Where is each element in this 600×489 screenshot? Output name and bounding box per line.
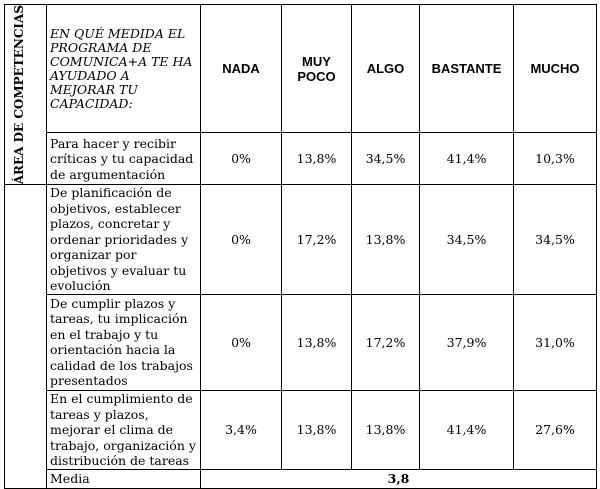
row-label: En el cumplimiento de tareas y plazos, mejorar el clima de trabajo, organización y distribución de tareas (47, 390, 201, 469)
question-header: EN QUÉ MEDIDA EL PROGRAMA DE COMUNICA+A TE HA AYUDADO A MEJORAR TU CAPACIDAD: (47, 5, 201, 133)
row-label: De planificación de objetivos, establecer plazos, concretar y ordenar prioridades y organizar por objetivos y evaluar tu evolución (47, 185, 201, 295)
table-row (5, 133, 597, 185)
survey-results-table (4, 4, 597, 489)
cell-value: 37,9% (420, 294, 514, 390)
cell-value: 13,8% (352, 185, 420, 295)
column-header-mucho: MUCHO (514, 5, 597, 133)
row-label: De cumplir plazos y tareas, tu implicación en el trabajo y tu orientación hacia la calidad de los trabajos presentados (47, 294, 201, 390)
cell-value: 13,8% (352, 390, 420, 469)
cell-value: 13,8% (282, 294, 352, 390)
media-value: 3,8 (201, 469, 597, 488)
cell-value: 34,5% (514, 185, 597, 295)
area-blank-cell (5, 185, 47, 489)
cell-value: 34,5% (352, 133, 420, 185)
header-row (5, 5, 597, 133)
cell-value: 3,4% (201, 390, 282, 469)
cell-value: 41,4% (420, 390, 514, 469)
cell-value: 13,8% (282, 133, 352, 185)
cell-value: 41,4% (420, 133, 514, 185)
column-header-algo: ALGO (352, 5, 420, 133)
cell-value: 0% (201, 133, 282, 185)
area-header-cell (5, 5, 47, 185)
cell-value: 17,2% (352, 294, 420, 390)
cell-value: 31,0% (514, 294, 597, 390)
cell-value: 17,2% (282, 185, 352, 295)
cell-value: 0% (201, 294, 282, 390)
column-header-nada: NADA (201, 5, 282, 133)
table-row (5, 390, 597, 469)
cell-value: 0% (201, 185, 282, 295)
media-row (5, 469, 597, 488)
cell-value: 34,5% (420, 185, 514, 295)
cell-value: 27,6% (514, 390, 597, 469)
row-label: Para hacer y recibir críticas y tu capacidad de argumentación (47, 133, 201, 185)
area-header-text: ÁREA DE COMPETENCIAS (11, 5, 26, 185)
media-label: Media (47, 469, 201, 488)
cell-value: 10,3% (514, 133, 597, 185)
column-header-bastante: BASTANTE (420, 5, 514, 133)
column-header-muy-poco: MUY POCO (282, 5, 352, 133)
table-row (5, 185, 597, 295)
table-row (5, 294, 597, 390)
cell-value: 13,8% (282, 390, 352, 469)
